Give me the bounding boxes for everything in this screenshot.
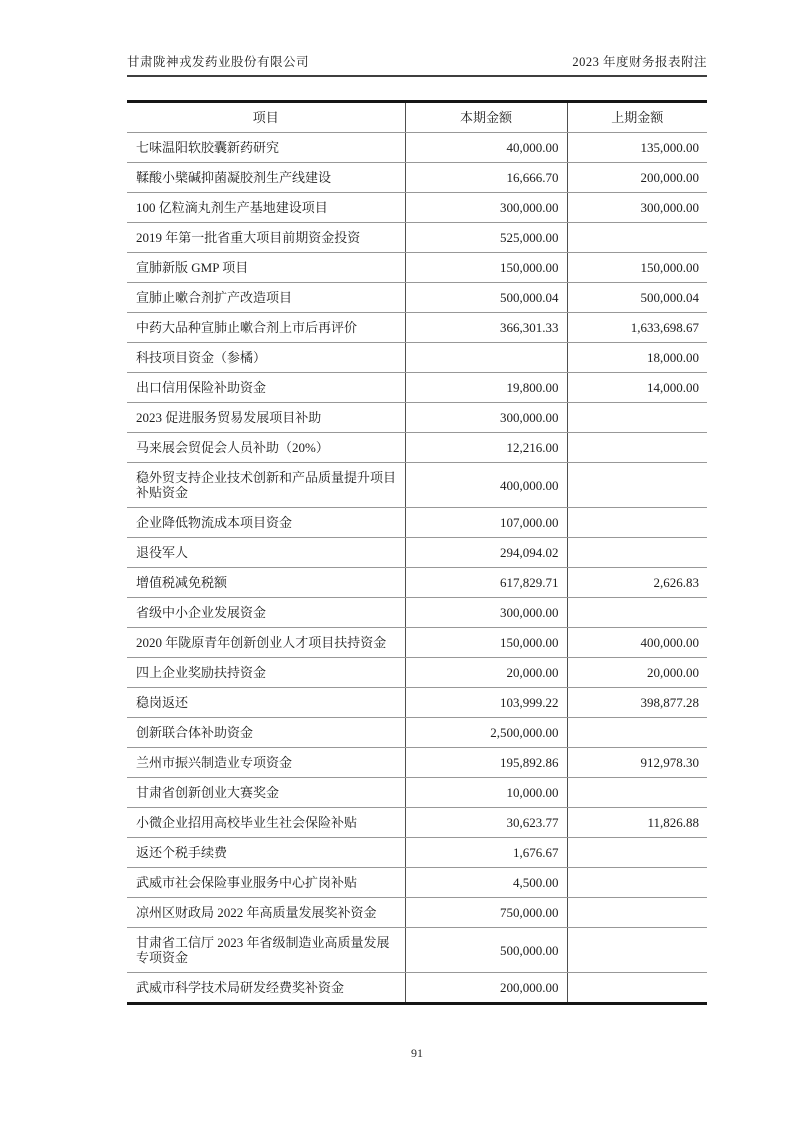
table-row	[127, 838, 707, 868]
current-amount-cell: 366,301.33	[405, 313, 567, 343]
prior-amount-cell	[567, 508, 707, 538]
item-cell: 四上企业奖励扶持资金	[127, 658, 405, 688]
item-cell: 马来展会贸促会人员补助（20%）	[127, 433, 405, 463]
item-cell: 七味温阳软胶囊新药研究	[127, 133, 405, 163]
item-cell: 退役军人	[127, 538, 405, 568]
current-amount-cell: 4,500.00	[405, 868, 567, 898]
column-header-item: 项目	[127, 102, 405, 133]
current-amount-cell: 200,000.00	[405, 973, 567, 1004]
prior-amount-cell: 200,000.00	[567, 163, 707, 193]
current-amount-cell: 300,000.00	[405, 403, 567, 433]
table-row	[127, 133, 707, 163]
item-cell: 凉州区财政局 2022 年高质量发展奖补资金	[127, 898, 405, 928]
prior-amount-cell: 300,000.00	[567, 193, 707, 223]
table-row	[127, 898, 707, 928]
current-amount-cell: 2,500,000.00	[405, 718, 567, 748]
current-amount-cell: 300,000.00	[405, 193, 567, 223]
item-cell: 宣肺止嗽合剂扩产改造项目	[127, 283, 405, 313]
current-amount-cell: 150,000.00	[405, 253, 567, 283]
current-amount-cell: 30,623.77	[405, 808, 567, 838]
item-cell: 2023 促进服务贸易发展项目补助	[127, 403, 405, 433]
current-amount-cell	[405, 343, 567, 373]
table-body	[127, 133, 707, 1004]
current-amount-cell: 20,000.00	[405, 658, 567, 688]
table-row	[127, 403, 707, 433]
current-amount-cell: 103,999.22	[405, 688, 567, 718]
prior-amount-cell	[567, 973, 707, 1004]
table-header-row	[127, 102, 707, 133]
item-cell: 2020 年陇原青年创新创业人才项目扶持资金	[127, 628, 405, 658]
current-amount-cell: 40,000.00	[405, 133, 567, 163]
table-row	[127, 928, 707, 973]
prior-amount-cell	[567, 928, 707, 973]
prior-amount-cell: 150,000.00	[567, 253, 707, 283]
prior-amount-cell	[567, 868, 707, 898]
table-row	[127, 193, 707, 223]
prior-amount-cell	[567, 898, 707, 928]
prior-amount-cell: 18,000.00	[567, 343, 707, 373]
table-row	[127, 313, 707, 343]
item-cell: 甘肃省工信厅 2023 年省级制造业高质量发展专项资金	[127, 928, 405, 973]
item-cell: 省级中小企业发展资金	[127, 598, 405, 628]
item-cell: 创新联合体补助资金	[127, 718, 405, 748]
current-amount-cell: 107,000.00	[405, 508, 567, 538]
table-row	[127, 538, 707, 568]
grant-subsidy-table	[127, 100, 707, 1005]
prior-amount-cell	[567, 433, 707, 463]
current-amount-cell: 525,000.00	[405, 223, 567, 253]
current-amount-cell: 500,000.04	[405, 283, 567, 313]
prior-amount-cell	[567, 778, 707, 808]
table-row	[127, 463, 707, 508]
prior-amount-cell: 398,877.28	[567, 688, 707, 718]
page-number: 91	[411, 1046, 423, 1060]
prior-amount-cell	[567, 718, 707, 748]
prior-amount-cell: 135,000.00	[567, 133, 707, 163]
item-cell: 企业降低物流成本项目资金	[127, 508, 405, 538]
table-row	[127, 973, 707, 1004]
table-row	[127, 508, 707, 538]
table-row	[127, 343, 707, 373]
table-row	[127, 868, 707, 898]
column-header-prior-amount: 上期金额	[567, 102, 707, 133]
current-amount-cell: 400,000.00	[405, 463, 567, 508]
current-amount-cell: 500,000.00	[405, 928, 567, 973]
item-cell: 宣肺新版 GMP 项目	[127, 253, 405, 283]
prior-amount-cell: 20,000.00	[567, 658, 707, 688]
current-amount-cell: 750,000.00	[405, 898, 567, 928]
table-row	[127, 223, 707, 253]
table-row	[127, 808, 707, 838]
current-amount-cell: 294,094.02	[405, 538, 567, 568]
table-row	[127, 163, 707, 193]
item-cell: 2019 年第一批省重大项目前期资金投资	[127, 223, 405, 253]
item-cell: 武威市社会保险事业服务中心扩岗补贴	[127, 868, 405, 898]
current-amount-cell: 12,216.00	[405, 433, 567, 463]
item-cell: 小微企业招用高校毕业生社会保险补贴	[127, 808, 405, 838]
item-cell: 鞣酸小檗碱抑菌凝胶剂生产线建设	[127, 163, 405, 193]
table-row	[127, 568, 707, 598]
current-amount-cell: 1,676.67	[405, 838, 567, 868]
current-amount-cell: 10,000.00	[405, 778, 567, 808]
prior-amount-cell: 912,978.30	[567, 748, 707, 778]
prior-amount-cell: 11,826.88	[567, 808, 707, 838]
report-title: 2023 年度财务报表附注	[572, 55, 707, 69]
item-cell: 100 亿粒滴丸剂生产基地建设项目	[127, 193, 405, 223]
prior-amount-cell	[567, 538, 707, 568]
current-amount-cell: 300,000.00	[405, 598, 567, 628]
table-row	[127, 778, 707, 808]
item-cell: 返还个税手续费	[127, 838, 405, 868]
table-row	[127, 718, 707, 748]
item-cell: 出口信用保险补助资金	[127, 373, 405, 403]
table-row	[127, 658, 707, 688]
current-amount-cell: 195,892.86	[405, 748, 567, 778]
table-row	[127, 748, 707, 778]
item-cell: 甘肃省创新创业大赛奖金	[127, 778, 405, 808]
prior-amount-cell: 14,000.00	[567, 373, 707, 403]
prior-amount-cell	[567, 403, 707, 433]
item-cell: 稳外贸支持企业技术创新和产品质量提升项目补贴资金	[127, 463, 405, 508]
item-cell: 武威市科学技术局研发经费奖补资金	[136, 980, 345, 995]
company-name: 甘肃陇神戎发药业股份有限公司	[127, 55, 310, 69]
page-header	[127, 52, 707, 77]
prior-amount-cell: 2,626.83	[567, 568, 707, 598]
prior-amount-cell	[567, 463, 707, 508]
prior-amount-cell	[567, 598, 707, 628]
item-cell: 兰州市振兴制造业专项资金	[127, 748, 405, 778]
table-row	[127, 253, 707, 283]
prior-amount-cell: 1,633,698.67	[567, 313, 707, 343]
item-cell: 稳岗返还	[127, 688, 405, 718]
current-amount-cell: 16,666.70	[405, 163, 567, 193]
table-row	[127, 688, 707, 718]
prior-amount-cell: 400,000.00	[567, 628, 707, 658]
prior-amount-cell: 500,000.04	[567, 283, 707, 313]
prior-amount-cell	[567, 838, 707, 868]
table-row	[127, 598, 707, 628]
current-amount-cell: 617,829.71	[405, 568, 567, 598]
table-row	[127, 628, 707, 658]
page-footer	[127, 1046, 707, 1061]
table-row	[127, 373, 707, 403]
item-cell: 中药大品种宣肺止嗽合剂上市后再评价	[127, 313, 405, 343]
item-cell: 增值税减免税额	[127, 568, 405, 598]
table-row	[127, 283, 707, 313]
current-amount-cell: 150,000.00	[405, 628, 567, 658]
current-amount-cell: 19,800.00	[405, 373, 567, 403]
item-cell: 科技项目资金（参橘）	[127, 343, 405, 373]
prior-amount-cell	[567, 223, 707, 253]
column-header-current-amount: 本期金额	[405, 102, 567, 133]
table-row	[127, 433, 707, 463]
